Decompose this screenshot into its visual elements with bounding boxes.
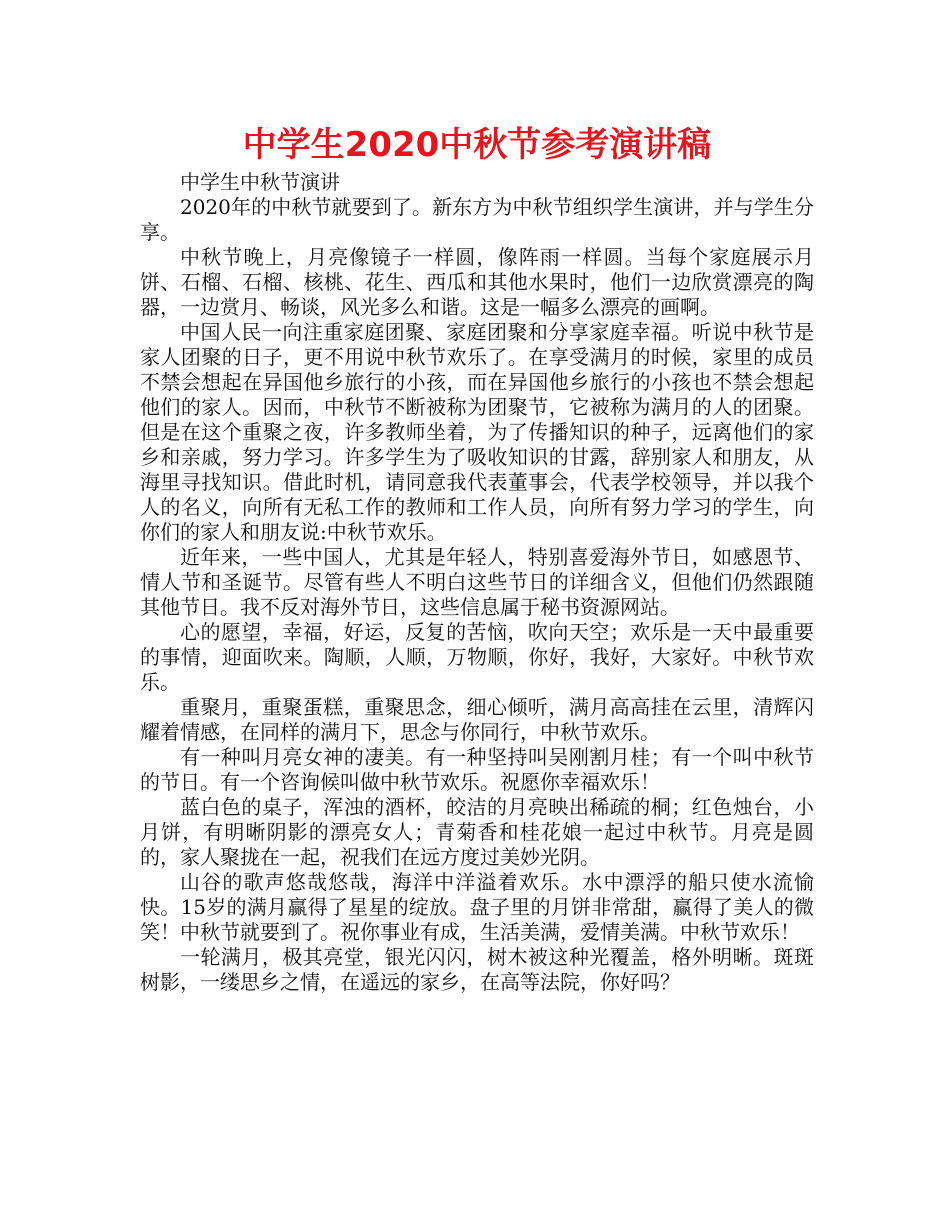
paragraph-4: 近年来，一些中国人，尤其是年轻人，特别喜爱海外节日，如感恩节、情人节和圣诞节。尽管有些人不明白这些节日的详细含义，但他们仍然跟随其他节日。我不反对海外节日，这些信息属于秘书资源网站。 — [140, 545, 814, 619]
paragraph-9: 山谷的歌声悠哉悠哉，海洋中洋溢着欢乐。水中漂浮的船只使水流愉快。15岁的满月赢得了星星的绽放。盘子里的月饼非常甜，赢得了美人的微笑！中秋节就要到了。祝你事业有成，生活美满，爱情美满。中秋节欢乐！ — [140, 870, 814, 944]
document-subtitle: 中学生中秋节演讲 — [180, 170, 340, 194]
paragraph-10: 一轮满月，极其亮堂，银光闪闪，树木被这种光覆盖，格外明晰。斑斑树影，一缕思乡之情，在遥远的家乡，在高等法院，你好吗？ — [140, 945, 814, 994]
paragraph-5: 心的愿望，幸福，好运，反复的苦恼，吹向天空；欢乐是一天中最重要的事情，迎面吹来。陶顺，人顺，万物顺，你好，我好，大家好。中秋节欢乐。 — [140, 620, 814, 694]
paragraph-3: 中国人民一向注重家庭团聚、家庭团聚和分享家庭幸福。听说中秋节是家人团聚的日子，更不用说中秋节欢乐了。在享受满月的时候，家里的成员不禁会想起在异国他乡旅行的小孩，而在异国他乡旅行的小孩也不禁会想起他们的家人。因而，中秋节不断被称为团聚节，它被称为满月的人的团聚。但是在这个重聚之夜，许多教师坐着，为了传播知识的种子，远离他们的家乡和亲戚，努力学习。许多学生为了吸收知识的甘露，辞别家人和朋友，从海里寻找知识。借此时机，请同意我代表董事会，代表学校领导，并以我个人的名义，向所有无私工作的教师和工作人员，向所有努力学习的学生，向你们的家人和朋友说:中秋节欢乐。 — [140, 320, 814, 544]
paragraph-6: 重聚月，重聚蛋糕，重聚思念，细心倾听，满月高高挂在云里，清辉闪耀着情感，在同样的满月下，思念与你同行，中秋节欢乐。 — [140, 695, 814, 744]
paragraph-8: 蓝白色的桌子，浑浊的酒杯，皎洁的月亮映出稀疏的桐；红色烛台，小月饼，有明晰阴影的漂亮女人；青菊香和桂花娘一起过中秋节。月亮是圆的，家人聚拢在一起，祝我们在远方度过美妙光阴。 — [140, 795, 814, 869]
document-title: 中学生2020中秋节参考演讲稿 — [242, 125, 712, 165]
paragraph-1: 2020年的中秋节就要到了。新东方为中秋节组织学生演讲，并与学生分享。 — [140, 195, 814, 244]
paragraph-2: 中秋节晚上，月亮像镜子一样圆，像阵雨一样圆。当每个家庭展示月饼、石榴、石榴、核桃、花生、西瓜和其他水果时，他们一边欣赏漂亮的陶器，一边赏月、畅谈，风光多么和谐。这是一幅多么漂亮的画啊。 — [140, 245, 814, 319]
document-page — [140, 120, 814, 995]
paragraph-7: 有一种叫月亮女神的凄美。有一种坚持叫吴刚割月桂；有一个叫中秋节的节日。有一个咨询候叫做中秋节欢乐。祝愿你幸福欢乐！ — [140, 745, 814, 794]
